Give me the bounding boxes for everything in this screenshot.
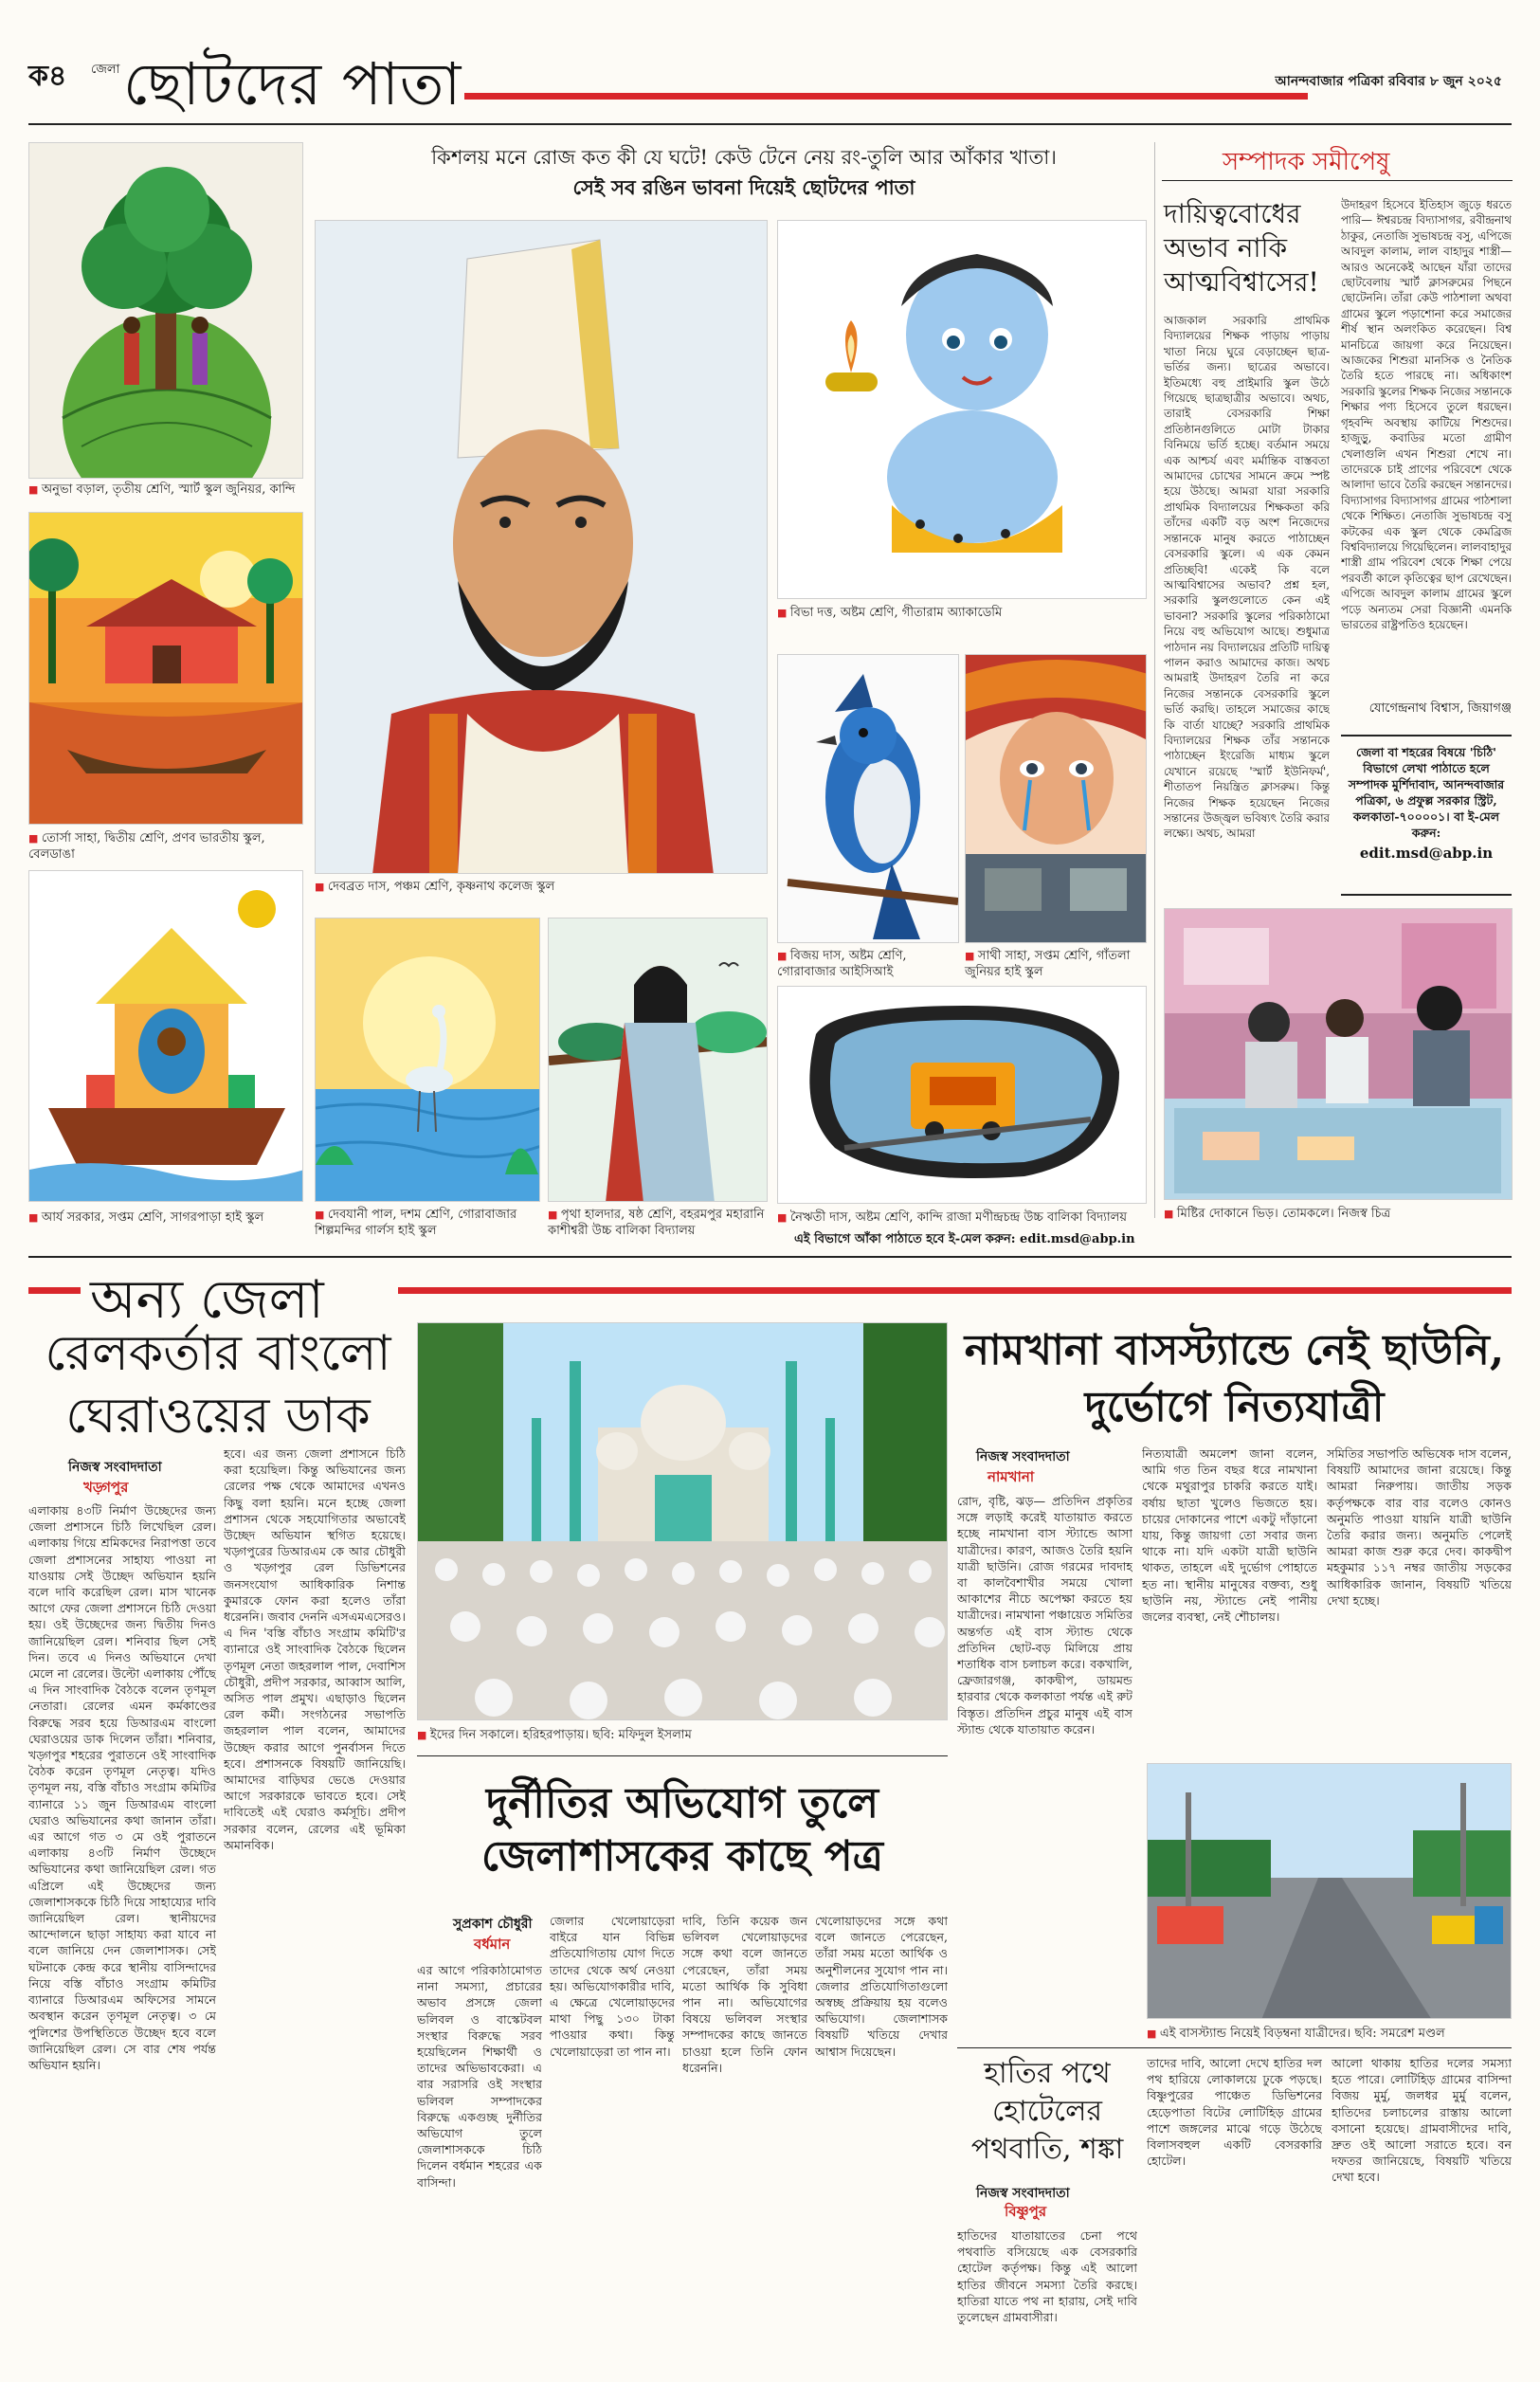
story4-byline: নিজস্ব সংবাদদাতা (976, 2186, 1070, 2201)
editorial-kicker: সম্পাদক সমীপেষু (1223, 148, 1390, 176)
letters-box-text: জেলা বা শহরের বিষয়ে 'চিঠি' বিভাগে লেখা পাঠাতে হলে সম্পাদক মুর্শিদাবাদ, আনন্দবাজার পত্রিকা, ৬ প্রফুল্ল সরকার স্ট্রিট, কলকাতা-৭০০০০১। বা ই-মেল করুন: (1348, 745, 1505, 840)
letters-box-email[interactable]: edit.msd@abp.in (1359, 845, 1494, 862)
story4-headline: হাতির পথে হোটেলের পথবাতি, শঙ্কা (970, 2057, 1124, 2166)
story1-dateline: খড়্গপুর (83, 1479, 129, 1496)
drawing-village-sunset (28, 512, 303, 825)
story1-body-col1: এলাকায় ৪৩টি নির্মাণ উচ্ছেদের জন্য জেলা প্রশাসনে চিঠি লিখেছিল রেল। এলাকায় গিয়ে শ্রমিকদের নিরাপত্তা তবে জেলা প্রশাসনের সাহায্য পাওয়া না যাওয়ায় সেই উচ্ছেদ অভিযান হয়নি বলে দাবি করেছিল রেল। মাস খানেক আগে ফের জেলা প্রশাসনে চিঠি দেওয়া হয়। ওই উচ্ছেদের জন্য দ্বিতীয় দিনও জানিয়েছিল রেল। শনিবার ছিল সেই দিন। তবে এ দিনও অভিযানে দেখা মেলে না রেলের। উল্টো এলাকায় পৌঁছে এ দিন সাংবাদিক বৈঠকে বলেন তৃণমূল নেতারা। রেলের এমন কর্মকাণ্ডের বিরুদ্ধে সরব হয়ে ডিআরএম বাংলো ঘেরাওয়ের ডাক দিলেন তাঁরা। শনিবার, খড়্গপুর শহরের পুরাতনে ওই সাংবাদিক বৈঠক করেন তৃণমূল নেতৃত্ব। যদিও তৃণমূল নয়, বস্তি বাঁচাও সংগ্রাম কমিটির ব্যানারে ১১ জুন ডিআরএম বাংলো ঘেরাও অভিযানের কথা জানান তাঁরা। এর আগে গত ৩ মে ওই পুরাতনে এলাকায় ৪৩টি নির্মাণ উচ্ছেদে অভিযানের কথা জানিয়েছিল রেল। গত এপ্রিলে এই উচ্ছেদের জন্য জেলাশাসককে চিঠি দিয়ে সাহায্যের দাবি জানিয়েছিল রেল। স্থানীয়দের আন্দোলনে ছাড়া সাহায্য করা যাবে না বলে জানিয়ে দেন জেলাশাসক। সেই ঘটনাকে কেন্দ্র করে স্থানীয় বাসিন্দাদের নিয়ে বস্তি বাঁচাও সংগ্রাম কমিটির ব্যানারে ডিআরএম অফিসের সামনে অবস্থান করেন তৃণমূল নেতৃত্ব। ৩ মে পুলিশের উপস্থিতিতে উচ্ছেদ হবে বলে জানিয়েছিল রেল। সে বার শেষ পর্যন্ত অভিযান হয়নি। (28, 1503, 216, 2072)
story2-byline: সুপ্রকাশ চৌধুরী (453, 1917, 533, 1932)
story-separator (417, 1755, 948, 1756)
photo-sweet-shop (1164, 908, 1513, 1200)
story4-body-col1: হাতিদের যাতায়াতের চেনা পথে পথবাতি বসিয়েছে এক বেসরকারি হোটেল কর্তৃপক্ষ। কিন্তু এই আলো হাতির জীবনে সমস্যা তৈরি করছে। হাতিরা যাতে পথ না হারায়, সেই দাবি তুলেছেন গ্রামবাসীরা। (957, 2228, 1137, 2325)
story1-byline: নিজস্ব সংবাদদাতা (68, 1460, 162, 1475)
story1-body-col2: হবে। এর জন্য জেলা প্রশাসনে চিঠি করা হয়েছিল। কিন্তু অভিযানের জন্য রেলের পক্ষ থেকে আমাদের এখনও কিছু বলা হয়নি। মনে হচ্ছে জেলা প্রশাসন থেকে সহযোগিতার অভাবেই উচ্ছেদ অভিযান স্থগিত হয়েছে। খড়্গপুরের ডিআরএম কে আর চৌধুরী ও খড়্গপুর রেল ডিভিশনের জনসংযোগ আধিকারিক নিশান্ত কুমারকে ফোন করা হলেও তাঁরা ধরেননি। জবাব দেননি এসএমএসেরও। এ দিন 'বস্তি বাঁচাও সংগ্রাম কমিটি'র ব্যানারে ওই সাংবাদিক বৈঠকে ছিলেন তৃণমূল নেতা জহরলাল পাল, দেবাশিস চৌধুরী, প্রদীপ সরকার, আব্বাস আলি, অসিত পাল প্রমুখ। এছাড়াও ছিলেন রেল কর্মী। সংগঠনের সভাপতি জহরলাল পাল বলেন, আমাদের উচ্ছেদ করার আগে পুনর্বাসন দিতে হবে। প্রশাসনকে বিষয়টি জানিয়েছি। আমাদের বাড়িঘর ভেঙে দেওয়ার আগে সরকারকে ভাবতে হবে। সেই দাবিতেই এই ঘেরাও কর্মসূচি। প্রদীপ সরকার বলেন, রেলের এই ভূমিকা অমানবিক। (224, 1446, 406, 1852)
story3-byline: নিজস্ব সংবাদদাতা (976, 1449, 1070, 1464)
story-separator (957, 2047, 1512, 2048)
photo-caption: ■ এই বাসস্ট্যান্ড নিয়েই বিড়ম্বনা যাত্রীদের। ছবি: সমরেশ মণ্ডল (1147, 2026, 1512, 2042)
drawing-caption: ■ পৃথা হালদার, ষষ্ঠ শ্রেণি, বহরমপুর মহারানি কাশীশ্বরী উচ্চ বালিকা বিদ্যালয় (548, 1207, 768, 1239)
story2-headline: দুর্নীতির অভিযোগ তুলে জেলাশাসকের কাছে পত্র (480, 1779, 883, 1881)
drawing-portrait-king (315, 220, 768, 874)
section-label-small: জেলা (91, 63, 120, 77)
story3-body-col1: রোদ, বৃষ্টি, ঝড়— প্রতিদিন প্রকৃতির সঙ্গে লড়াই করেই যাতায়াত করতে হচ্ছে নামখানা বাস স্ট্যান্ডে আসা যাত্রীদের। কারণ, আজও তৈরি হয়নি যাত্রী ছাউনি। রোজ গরমের দাবদাহ বা কালবৈশাখীর সময়ে খোলা আকাশের নীচে অপেক্ষা করতে হয় যাত্রীদের। নামখানা পঞ্চায়েত সমিতির অন্তর্গত এই বাস স্ট্যান্ড থেকে প্রতিদিন ছোট-বড় মিলিয়ে প্রায় শতাধিক বাস চলাচল করে। বকখালি, ফ্রেজারগঞ্জ, কাকদ্বীপ, ডায়মন্ড হারবার থেকে কলকাতা পর্যন্ত এই রুট বিস্তৃত। প্রতিদিন প্রচুর মানুষ এই বাস স্ট্যান্ড থেকে যাতায়াত করেন। (957, 1494, 1132, 1736)
photo-bus-stand (1147, 1763, 1512, 2019)
drawing-boat-hut (28, 870, 303, 1202)
drawing-heron-sunset (315, 918, 540, 1202)
section-band-left (28, 1287, 81, 1294)
story2-body-col2: জেলার খেলোয়াড়েরা বাইরে যান বিভিন্ন প্রতিযোগিতায় যোগ দিতে তাদের থেকে অর্থ নেওয়া হয়। অভিযোগকারীর দাবি, এ ক্ষেত্রে খেলোয়াড়দের মাথা পিছু ১৩০ টাকা পাওয়ার কথা। কিন্তু খেলোয়াড়েরা তা পান না। (550, 1914, 675, 2059)
story2-body-col3: দাবি, তিনি কয়েক জন ভলিবল খেলোয়াড়দের সঙ্গে কথা বলে জানতে পেরেছেন, তাঁরা সময় মতো আর্থিক কি সুবিধা পান না। অভিযোগের বিষয়ে ভলিবল সংস্থার সম্পাদকের কাছে জানতে চাওয়া হলে তিনি ফোন ধরেননি। (682, 1914, 807, 2075)
drawing-caption: ■ দেবব্রত দাস, পঞ্চম শ্রেণি, কৃষ্ণনাথ কলেজ স্কুল (315, 879, 768, 895)
editorial-kicker-rule (1162, 180, 1513, 181)
drawing-caption: ■ তোর্সা সাহা, দ্বিতীয় শ্রেণি, প্রণব ভারতীয় স্কুল, বেলডাঙা (28, 830, 303, 863)
email-note: এই বিভাগে আঁকা পাঠাতে হবে ই-মেল করুন: edit.msd@abp.in (794, 1232, 1135, 1246)
drawing-crying-woman (965, 654, 1147, 943)
editorial-body-col2: উদাহরণ হিসেবে ইতিহাস জুড়ে ধরতে পারি— ঈশ্বরচন্দ্র বিদ্যাসাগর, রবীন্দ্রনাথ ঠাকুর, নেতাজি সুভাষচন্দ্র বসু, এপিজে আবদুল কালাম, লাল বাহাদুর শাস্ত্রী— আরও অনেকেই আছেন যাঁরা তাদের ছোটবেলায় স্মার্ট ক্লাসরুমের পিছনে ছোটেননি। তাঁরা কেউ পাঠশালা অথবা গ্রামের স্কুলে পড়াশোনা করে সমাজের শীর্ষ স্থান অলংকিত করেছেন। বিশ্ব মানচিত্রে জায়গা করে নিয়েছেন। আজকের শিশুরা মানসিক ও নৈতিক তৈরি হতে পারছে না। অধিকাংশ সরকারি স্কুলের শিক্ষক নিজের সন্তানকে শিক্ষার পণ্য হিসেবে তুলে ধরছেন। গৃহবন্দি অবস্থায় কাটিয়ে শিশুদের। হাজুড়ু, কবাডির মতো গ্রামীণ খেলাগুলি এখন শিশুরা শেখে না। তাদেরকে চাই প্রাণের পরিবেশে থেকে আলাদা ভাবে তৈরি করছেন সন্তানদের। বিদ্যাসাগর বিদ্যাসাগর গ্রামের পাঠশালা থেকে শিক্ষিত। নেতাজি সুভাষচন্দ্র বসু কটকের এক স্কুল থেকে কেমব্রিজ বিশ্ববিদ্যালয়ে গিয়েছিলেন। লালবাহাদুর শাস্ত্রী গ্রাম পরিবেশ থেকে শিক্ষা পেয়ে পরবর্তী কালে কৃতিত্বের ছাপ রেখেছেন। এপিজে আবদুল কালাম গ্রামের স্কুলে পড়ে অন্যতম সেরা বিজ্ঞানী এমনকি ভারতের রাষ্ট্রপতিও হয়েছেন। (1341, 198, 1512, 631)
editorial-body-col1: আজকাল সরকারি প্রাথমিক বিদ্যালয়ের শিক্ষক পাড়ায় পাড়ায় খাতা নিয়ে ঘুরে বেড়াচ্ছেন ছাত্র-ভর্তির জন্য। ছাত্রের অভাবে। ইতিমধ্যে বহু প্রাইমারি স্কুল উঠে গিয়েছে ছাত্রছাত্রীর অভাবে। অথচ, তারাই বেসরকারি শিক্ষা প্রতিষ্ঠানগুলিতে মোটা টাকার বিনিময়ে ভর্তি হচ্ছে। বর্তমান সময়ে এক আশ্চর্য এবং মর্মান্তিক বাস্তবতা আমাদের চোখের সামনে ক্রমে স্পষ্ট হয়ে উঠছে। আমরা যারা সরকারি প্রাথমিক বিদ্যালয়ের শিক্ষকতা করি তাঁদের একটি বড় অংশ নিজেদের সন্তানকে মানুষ করতে পাঠাচ্ছেন বেসরকারি স্কুলে। এ এক কেমন প্রতিচ্ছবি! একেই কি বলে আত্মবিশ্বাসের অভাব? প্রশ্ন হল, সরকারি স্কুলগুলোতে কেন এই ভাবনা? সরকারি স্কুলের পরিকাঠামো নিয়ে বহু অভিযোগ আছে। শুধুমাত্র পাঠদান নয় বিদ্যালয়ের প্রতিটি দায়িত্ব পালন করাও আমাদের কাজ। অথচ আমরাই উদাহরণ তৈরি না করে নিজের সন্তানকে বেসরকারি স্কুলে ভর্তি করছি। তাহলে সমাজের কাছে কি বার্তা যাচ্ছে? সরকারি প্রাথমিক বিদ্যালয়ের শিক্ষক তাঁর সন্তানকে পাঠাচ্ছেন ইংরেজি মাধ্যম স্কুলে যেখানে রয়েছে 'স্মার্ট ইউনিফর্ম', শীতাতপ নিয়ন্ত্রিত ক্লাসরুম। কিন্তু নিজের শিক্ষক হয়েছেন নিজের সন্তানের উজ্জ্বল ভবিষ্যৎ তৈরি করার লক্ষ্যে। অথচ, আমরা (1164, 314, 1330, 841)
drawing-caption: ■ দেবযানী পাল, দশম শ্রেণি, গোরাবাজার শিল্পমন্দির গার্লস হাই স্কুল (315, 1207, 540, 1239)
story3-dateline: নামখানা (987, 1468, 1035, 1485)
story3-body-col3: সমিতির সভাপতি অভিষেক দাস বলেন, বিষয়টি আমাদের জানা রয়েছে। কিন্তু আমরা নিরুপায়। জাতীয় সড়ক কর্তৃপক্ষকে বার বার বলেও কোনও অনুমতি পাওয়া যায়নি যাত্রী ছাউনি তৈরি করার জন্য। অনুমতি পেলেই আমরা কাজ শুরু করে দেব। কাকদ্বীপ মহকুমার ১১৭ নম্বর জাতীয় সড়কের আধিকারিক জানান, বিষয়টি খতিয়ে দেখা হচ্ছে। (1327, 1446, 1512, 1608)
intro-line-2: সেই সব রঙিন ভাবনা দিয়েই ছোটদের পাতা (572, 175, 915, 199)
section-title: ছোটদের পাতা (123, 49, 462, 118)
photo-caption: ■ ইদের দিন সকালে। হরিহরপাড়ায়। ছবি: মফিদুল ইসলাম (417, 1727, 948, 1743)
editorial-headline: দায়িত্ববোধের অভাব নাকি আত্মবিশ্বাসের! (1164, 198, 1319, 298)
drawing-side-mirror (777, 986, 1147, 1204)
story4-body-col3: আলো থাকায় হাতির দলের সমস্যা হতে পারে। লোটিহিড় গ্রামের বাসিন্দা বিজয় মুর্মু, জলধর মুর্মু বলেন, হাতিদের চলাচলের রাস্তায় আলো বসানো হয়েছে। গ্রামবাসীদের দাবি, দ্রুত ওই আলো সরাতে হবে। বন দফতর জানিয়েছে, বিষয়টি খতিয়ে দেখা হবে। (1332, 2056, 1512, 2185)
paper-date: আনন্দবাজার পত্রিকা রবিবার ৮ জুন ২০২৫ (1275, 74, 1502, 89)
drawing-caption: ■ বিজয় দাস, অষ্টম শ্রেণি, গোরাবাজার আইসিআই (777, 948, 959, 980)
section-band-right (398, 1287, 1512, 1294)
drawing-caption: ■ নৈঋতী দাস, অষ্টম শ্রেণি, কান্দি রাজা মণীন্দ্রচন্দ্র উচ্চ বালিকা বিদ্যালয় (777, 1209, 1147, 1226)
column-divider (1154, 142, 1155, 1218)
story3-body-col2: নিত্যযাত্রী অমলেশ জানা বলেন, আমি গত তিন বছর ধরে নামখানা থেকে মথুরাপুর চাকরি করতে যাই। বর্ষায় ছাতা খুলেও ভিজতে হয়। চায়ের দোকানের পাশে একটু দাঁড়ানো যায়, কিন্তু জায়গা তো সবার জন্য থাকে না। যদি একটা যাত্রী ছাউনি থাকত, তাহলে এই দুর্ভোগ পোহাতে হত না। স্থানীয় মানুষের বক্তব্য, শুধু ছাউনি নয়, স্ট্যান্ডে নেই পানীয় জলের ব্যবস্থা, নেই শৌচালয়। (1142, 1446, 1317, 1625)
drawing-blue-jay (777, 654, 959, 943)
story4-dateline: বিষ্ণুপুর (1005, 2203, 1047, 2220)
header-underline (28, 123, 1512, 125)
story4-body-col2: তাদের দাবি, আলো দেখে হাতির দল পথ হারিয়ে লোকালয়ে ঢুকে পড়ছে। বিষ্ণুপুরের পাঞ্চেত ডিভিশনের হেড়েপাতা বিটের লোটিহিড় গ্রামের পাশে জঙ্গলের মাঝে গড়ে উঠেছে বিলাসবহুল একটি বেসরকারি হোটেল। (1147, 2056, 1322, 2169)
story2-body-col4: খেলোয়াড়দের সঙ্গে কথা বলে জানতে পেরেছেন, তাঁরা সময় মতো আর্থিক ও অনুশীলনের সুযোগ পান না। জেলার প্রতিযোগিতাগুলো অস্বচ্ছ প্রক্রিয়ায় হয় বলেও অভিযোগ। জেলাশাসক বিষয়টি খতিয়ে দেখার আশ্বাস দিয়েছেন। (815, 1914, 948, 2059)
page-number: ক৪ (28, 60, 67, 93)
drawing-caption: ■ অনুভা বড়াল, তৃতীয় শ্রেণি, স্মার্ট স্কুল জুনিয়র, কান্দি (28, 482, 303, 498)
section-title-other-district: অন্য জেলা (90, 1269, 324, 1331)
drawing-child-shiva (777, 220, 1147, 599)
section-separator (28, 1256, 1512, 1258)
photo-caption: ■ মিষ্টির দোকানে ভিড়। তোমকলে। নিজস্ব চিত্র (1164, 1206, 1513, 1222)
letters-box (1341, 735, 1512, 896)
story3-headline: নামখানা বাসস্ট্যান্ডে নেই ছাউনি, দুর্ভোগে নিত্যযাত্রী (964, 1326, 1505, 1431)
drawing-woman-branch (548, 918, 768, 1202)
drawing-caption: ■ আর্য সরকার, সপ্তম শ্রেণি, সাগরপাড়া হাই স্কুল (28, 1209, 303, 1226)
drawing-caption: ■ বিভা দত্ত, অষ্টম শ্রেণি, গীতারাম অ্যাকাডেমি (777, 605, 1147, 621)
header-rule (464, 93, 1308, 100)
story2-dateline: বর্ধমান (474, 1936, 511, 1953)
photo-eid-prayer (417, 1322, 948, 1720)
editorial-signature: যোগেন্দ্রনাথ বিশ্বাস, জিয়াগঞ্জ (1368, 701, 1512, 716)
story2-body-col1: এর আগে পরিকাঠামোগত নানা সমস্যা, প্রচারের অভাব প্রসঙ্গে জেলা ভলিবল ও বাস্কেটবল সংস্থার বিরুদ্ধে সরব হয়েছিলেন শিক্ষার্থী ও তাদের অভিভাবকেরা। এ বার সরাসরি ওই সংস্থার ভলিবল সম্পাদকের বিরুদ্ধে একগুচ্ছ দুর্নীতির অভিযোগ তুলে জেলাশাসককে চিঠি দিলেন বর্ধমান শহরের এক বাসিন্দা। (417, 1963, 542, 2190)
story1-headline: রেলকর্তার বাংলো ঘেরাওয়ের ডাক (45, 1325, 391, 1445)
intro-line-1: কিশলয় মনে রোজ কত কী যে ঘটে! কেউ টেনে নেয় রং-তুলি আর আঁকার খাতা। (431, 146, 1057, 169)
drawing-tree-on-globe (28, 142, 303, 479)
drawing-caption: ■ সাথী সাহা, সপ্তম শ্রেণি, গাঁতলা জুনিয়র হাই স্কুল (965, 948, 1147, 980)
